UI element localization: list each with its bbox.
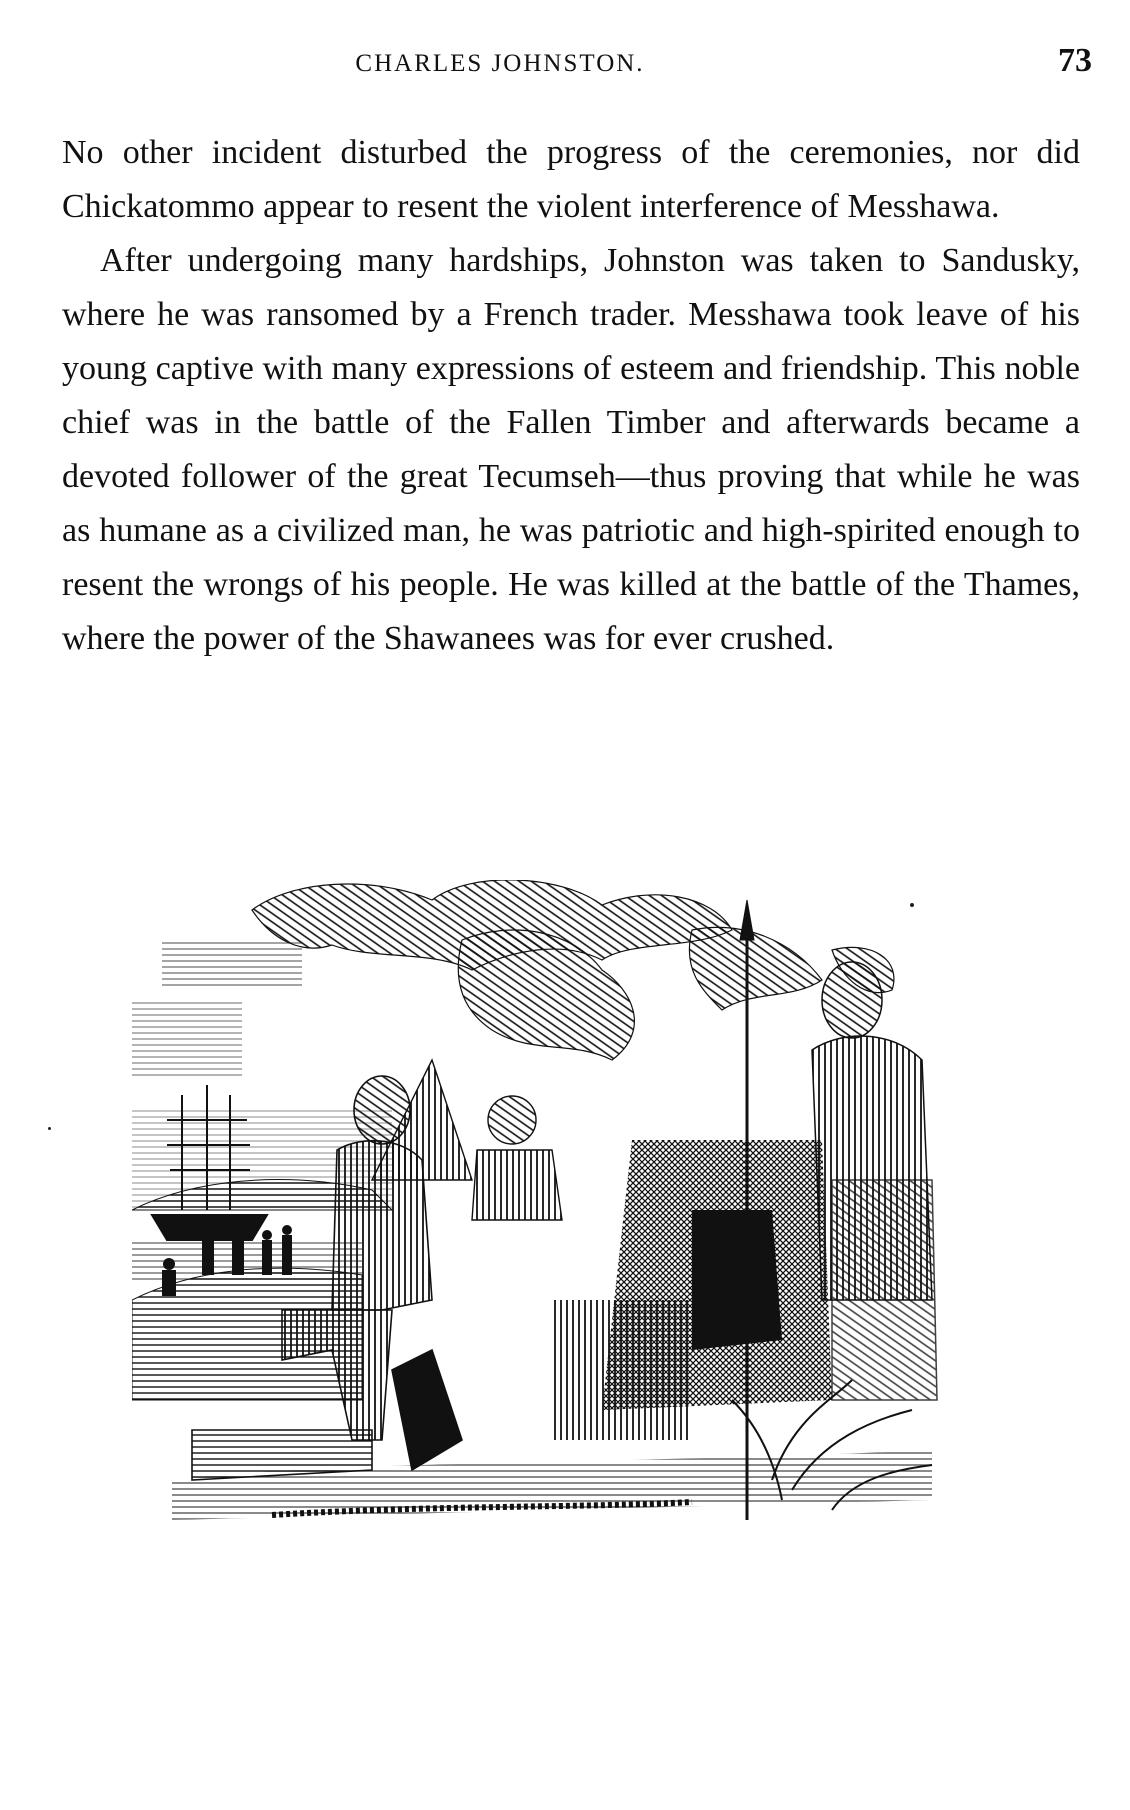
- foliage-canopy: [252, 880, 894, 1060]
- paragraph-2: After undergoing many hardships, Johnston was taken to Sandusky, where he was ransomed by a French trader. Messhawa took leave of his young captive with many expressions of esteem and friendship. This noble chief was in the battle of the Fallen Timber and afterwards became a devoted follower of the great Tecumseh—thus proving that while he was as humane as a civilized man, he was patriotic and high-spirited enough to resent the wrongs of his people. He was killed at the battle of the Thames, where the power of the Shawanees was for ever crushed.: [62, 242, 1080, 657]
- standing-figure-right: [812, 962, 937, 1400]
- central-shadow: [552, 1140, 832, 1440]
- print-speck: [48, 1127, 51, 1130]
- page-number: 73: [1058, 42, 1092, 79]
- seated-figure: [472, 1096, 562, 1220]
- engraving-svg: [132, 880, 1012, 1740]
- running-head: [0, 42, 1130, 92]
- paragraph-1: No other incident disturbed the progress of the ceremonies, nor did Chickatommo appear to resent the violent interference of Messhawa.: [62, 134, 1080, 225]
- engraving-illustration: [132, 880, 1012, 1740]
- running-title: CHARLES JOHNSTON.: [355, 50, 645, 77]
- body-text: [62, 126, 1080, 666]
